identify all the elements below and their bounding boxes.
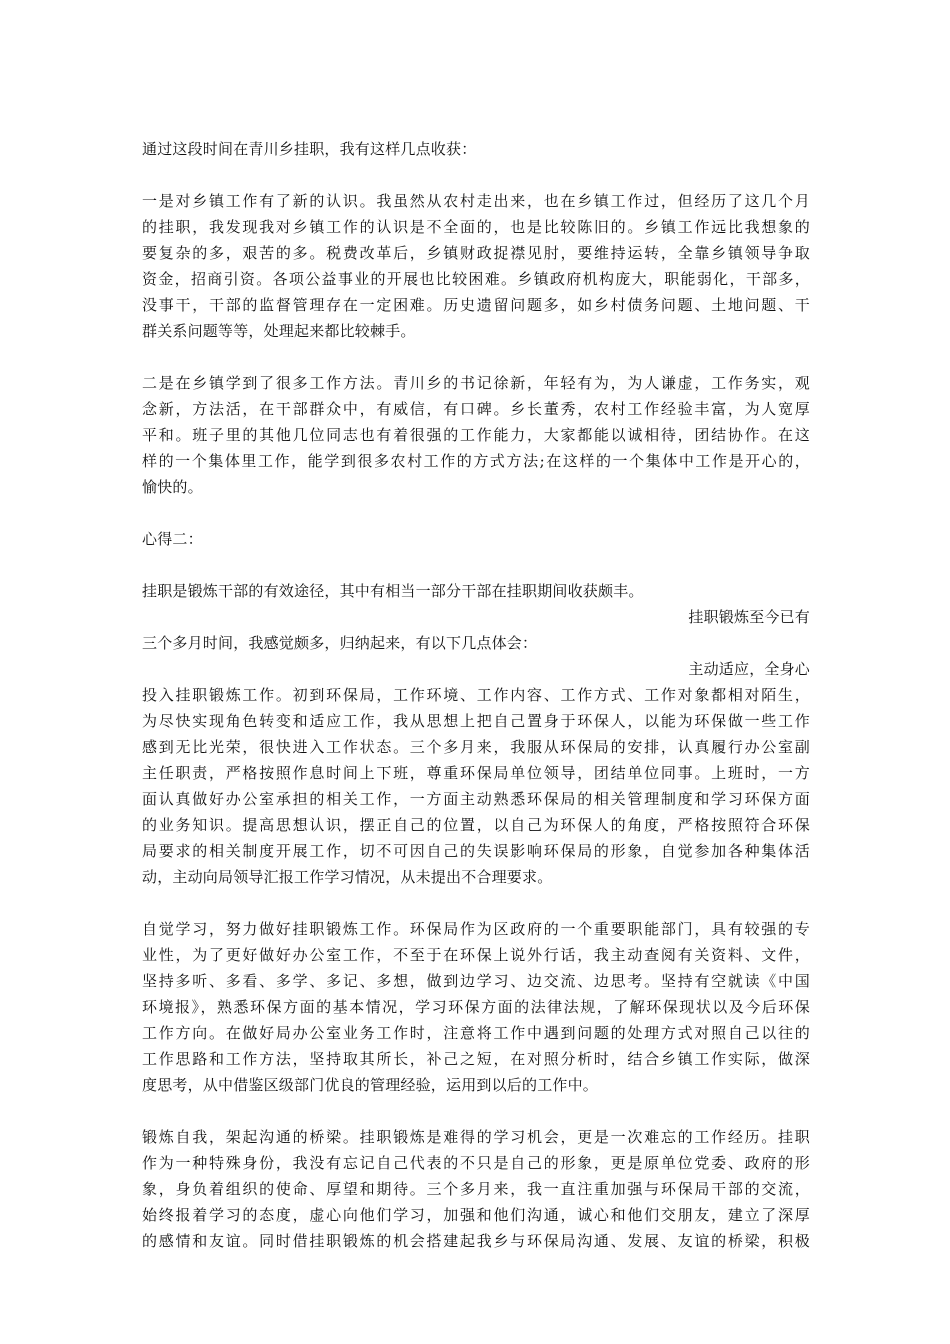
paragraph-line: 为尽快实现角色转变和适应工作，我从思想上把自己置身于环保人，以能为环保做一些工作 [142,712,810,730]
paragraph-line: 面认真做好办公室承担的相关工作，一方面主动熟悉环保局的相关管理制度和学习环保方面 [142,790,810,808]
paragraph-4 [142,916,810,1098]
paragraph-line: 要复杂的多，艰苦的多。税费改革后，乡镇财政捉襟见肘，要维持运转，全靠乡镇领导争取 [142,244,810,262]
paragraph-line: 主动适应，全身心 [688,660,810,678]
document-body [142,136,810,1254]
paragraph-line: 环境报》，熟悉环保方面的基本情况，学习环保方面的法律法规，了解环保现状以及今后环保 [142,998,810,1016]
paragraph-line: 没事干，干部的监督管理存在一定困难。历史遗留问题多，如乡村债务问题、土地问题、干 [142,296,810,314]
paragraph-line: 的挂职，我发现我对乡镇工作的认识是不全面的，也是比较陈旧的。乡镇工作远比我想象的 [142,218,810,236]
paragraph-line: 三个多月时间，我感觉颇多，归纳起来，有以下几点体会： [142,634,538,652]
paragraph-line: 坚持多听、多看、多学、多记、多想，做到边学习、边交流、边思考。坚持有空就读《中国 [142,972,810,990]
paragraph-line: 群关系问题等等，处理起来都比较棘手。 [142,322,416,340]
paragraph-line: 自觉学习，努力做好挂职锻炼工作。环保局作为区政府的一个重要职能部门，具有较强的专 [142,920,810,938]
paragraph-gap [142,890,810,916]
paragraph-5 [142,1124,810,1254]
paragraph-line: 感到无比光荣，很快进入工作状态。三个多月来，我服从环保局的安排，认真履行办公室副 [142,738,810,756]
paragraph-line: 锻炼自我，架起沟通的桥梁。挂职锻炼是难得的学习机会，更是一次难忘的工作经历。挂职 [142,1128,810,1146]
paragraph-2 [142,370,810,500]
paragraph-gap [142,162,810,188]
paragraph-line: 挂职是锻炼干部的有效途径，其中有相当一部分干部在挂职期间收获颇丰。 [142,582,644,600]
paragraph-line: 度思考，从中借鉴区级部门优良的管理经验，运用到以后的工作中。 [142,1076,599,1094]
paragraph-line: 投入挂职锻炼工作。初到环保局，工作环境、工作内容、工作方式、工作对象都相对陌生， [142,686,810,704]
paragraph-1 [142,188,810,344]
paragraph-line: 资金，招商引资。各项公益事业的开展也比较困难。乡镇政府机构庞大，职能弱化，干部多， [142,270,810,288]
paragraph-line: 业性，为了更好做好办公室工作，不至于在环保上说外行话，我主动查阅有关资料、文件， [142,946,810,964]
paragraph-line: 平和。班子里的其他几位同志也有着很强的工作能力，大家都能以诚相待，团结协作。在这 [142,426,810,444]
paragraph-line: 主任职责，严格按照作息时间上下班，尊重环保局单位领导，团结单位同事。上班时，一方 [142,764,810,782]
paragraph-line: 始终报着学习的态度，虚心向他们学习，加强和他们沟通，诚心和他们交朋友，建立了深厚 [142,1206,810,1224]
intro-line: 通过这段时间在青川乡挂职，我有这样几点收获： [142,140,477,158]
paragraph-line: 动，主动向局领导汇报工作学习情况，从未提出不合理要求。 [142,868,553,886]
paragraph-line: 的感情和友谊。同时借挂职锻炼的机会搭建起我乡与环保局沟通、发展、友谊的桥梁，积极 [142,1232,810,1250]
paragraph-3 [142,578,810,890]
paragraph-line: 的业务知识。提高思想认识，摆正自己的位置，以自己为环保人的角度，严格按照符合环保 [142,816,810,834]
paragraph-gap [142,344,810,370]
paragraph-line: 工作方向。在做好局办公室业务工作时，注意将工作中遇到问题的处理方式对照自己以往的 [142,1024,810,1042]
paragraph-line: 作为一种特殊身份，我没有忘记自己代表的不只是自己的形象，更是原单位党委、政府的形 [142,1154,810,1172]
section-heading: 心得二： [142,530,203,548]
paragraph-gap [142,552,810,578]
paragraph-line: 工作思路和工作方法，坚持取其所长，补己之短，在对照分析时，结合乡镇工作实际，做深 [142,1050,810,1068]
paragraph-line: 局要求的相关制度开展工作，切不可因自己的失误影响环保局的形象，自觉参加各种集体活 [142,842,810,860]
paragraph-line: 一是对乡镇工作有了新的认识。我虽然从农村走出来，也在乡镇工作过，但经历了这几个月 [142,192,810,210]
paragraph-line: 象，身负着组织的使命、厚望和期待。三个多月来，我一直注重加强与环保局干部的交流， [142,1180,810,1198]
paragraph-line: 样的一个集体里工作，能学到很多农村工作的方式方法;在这样的一个集体中工作是开心的， [142,452,810,470]
paragraph-gap [142,500,810,526]
paragraph-line: 念新，方法活，在干部群众中，有威信，有口碑。乡长董秀，农村工作经验丰富，为人宽厚 [142,400,810,418]
paragraph-line: 挂职锻炼至今已有 [688,608,810,626]
paragraph-line: 愉快的。 [142,478,203,496]
paragraph-gap [142,1098,810,1124]
paragraph-line: 二是在乡镇学到了很多工作方法。青川乡的书记徐新，年轻有为，为人谦虚，工作务实，观 [142,374,810,392]
